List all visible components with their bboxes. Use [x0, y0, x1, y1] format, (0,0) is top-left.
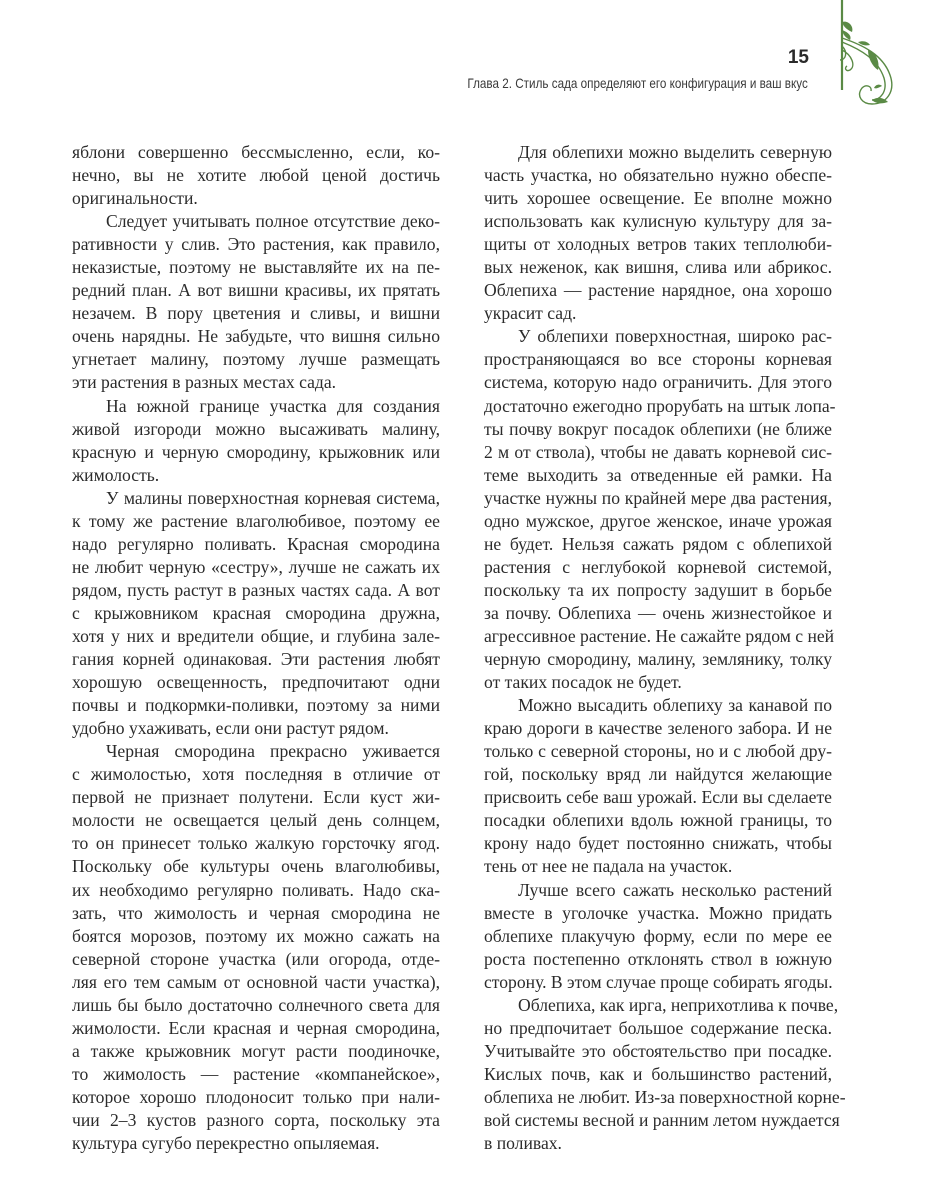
text-line: Учитывайте это обстоятельство при посадке.: [484, 1040, 832, 1061]
right-text-column: [484, 141, 846, 1155]
vine-ornament-icon: [828, 0, 908, 112]
text-line: удобно ухаживать, если они растут рядом.: [72, 718, 389, 739]
text-line: от таких посадок не будет.: [484, 672, 682, 693]
page-number: 15: [787, 47, 809, 68]
text-line: ративности у слив. Это растения, как правило,: [72, 234, 440, 255]
text-line: но предпочитает большое содержание песка.: [484, 1017, 832, 1038]
text-line: ты почву вокруг посадок облепихи (не ближе: [484, 418, 832, 439]
text-line: гой, поскольку вряд ли найдутся желающие: [484, 764, 832, 785]
text-line: то жимолость — растение «компанейское»,: [72, 1063, 440, 1084]
text-line: присвоить себе ваш урожай. Если вы сделаете: [484, 787, 832, 808]
text-line: черную смородину, малину, землянику, толку: [484, 649, 832, 670]
text-line: У облепихи поверхностная, широко рас-: [518, 326, 832, 347]
text-line: 2 м от ствола), чтобы не давать корневой сис-: [484, 441, 832, 462]
text-line: Черная смородина прекрасно уживается: [106, 741, 440, 762]
text-line: крону надо будет постоянно снижать, чтобы: [484, 833, 832, 854]
text-line: украсит сад.: [484, 303, 577, 324]
text-line: поскольку та их попросту задушит в борьбе: [484, 579, 832, 600]
text-line: использовать как кулисную культуру для за-: [484, 211, 832, 232]
text-line: эти растения в разных местах сада.: [72, 372, 337, 393]
text-line: хотя у них и вредители общие, и глубина зале-: [72, 625, 440, 646]
left-text-column: [72, 141, 440, 1155]
text-line: то он принесет только жалкую горсточку ягод.: [72, 833, 440, 854]
text-line: нечно, вы не хотите любой ценой достичь: [72, 165, 440, 186]
running-head: Глава 2. Стиль сада определяют его конфигурация и ваш вкус: [467, 76, 808, 91]
text-line: теме выходить за отведенные ей рамки. На: [484, 464, 832, 485]
text-line: первой не признает полутени. Если куст жи-: [72, 787, 440, 808]
text-line: яблони совершенно бессмысленно, если, ко-: [72, 142, 440, 162]
text-line: сторону. В этом случае проще собирать ягоды.: [484, 971, 833, 992]
text-line: Поскольку обе культуры очень влаголюбивы,: [72, 856, 440, 877]
text-line: живой изгороди можно высаживать малину,: [72, 418, 440, 439]
text-line: Облепиха — растение нарядное, она хорошо: [484, 280, 832, 301]
text-line: надо регулярно поливать. Красная смородина: [72, 533, 440, 554]
text-line: вместе в уголочке участка. Можно придать: [484, 902, 832, 923]
text-line: вой системы весной и ранним летом нуждается: [484, 1109, 840, 1130]
text-line: На южной границе участка для создания: [106, 395, 440, 416]
text-line: часть участка, но обязательно нужно обеспе-: [484, 165, 832, 186]
text-line: Можно высадить облепиху за канавой по: [518, 695, 832, 716]
text-line: которое хорошо плодоносит только при нали-: [72, 1086, 440, 1107]
text-line: одно мужское, другое женское, иначе урожая: [484, 510, 832, 531]
text-line: облепихе плакучую форму, если по мере ее: [484, 925, 832, 946]
text-line: тень от нее не падала на участок.: [484, 856, 733, 877]
text-line: неказистые, поэтому не выставляйте их на пе-: [72, 257, 440, 278]
text-line: с крыжовником красная смородина дружна,: [72, 602, 440, 623]
text-line: пространяющаяся во все стороны корневая: [484, 349, 832, 370]
text-line: редний план. А вот вишни красивы, их прятать: [72, 280, 440, 301]
text-line: Лучше всего сажать несколько растений: [518, 879, 832, 900]
text-line: Для облепихи можно выделить северную: [518, 142, 832, 162]
text-line: почвы и подкормки-поливки, поэтому за ними: [72, 695, 440, 716]
text-line: облепиха не любит. Из-за поверхностной корне-: [484, 1086, 846, 1107]
text-line: не любит черную «сестру», лучше не сажать их: [72, 556, 440, 577]
text-line: их необходимо регулярно поливать. Надо ска-: [72, 879, 440, 900]
text-line: гания корней одинаковая. Эти растения любят: [72, 649, 440, 670]
text-line: лишь бы было достаточно солнечного света для: [72, 994, 440, 1015]
text-line: краю дороги в качестве зеленого забора. И не: [484, 718, 832, 739]
text-line: система, которую надо ограничить. Для этого: [484, 372, 832, 393]
text-line: Следует учитывать полное отсутствие деко-: [106, 211, 440, 232]
text-line: культура сугубо перекрестно опыляемая.: [72, 1133, 380, 1154]
text-line: агрессивное растение. Не сажайте рядом с ней: [484, 625, 835, 646]
text-line: за почву. Облепиха — очень жизнестойкое и: [484, 602, 832, 623]
text-line: незачем. В пору цветения и сливы, и вишни: [72, 303, 440, 324]
text-line: в поливах.: [484, 1133, 562, 1154]
text-line: ляя его тем самым от основной части участка),: [72, 971, 440, 992]
text-line: оригинальности.: [72, 188, 198, 209]
text-line: вых неженок, как вишня, слива или абрикос.: [484, 257, 832, 278]
text-line: с жимолостью, хотя последняя в отличие от: [72, 764, 440, 785]
text-line: боятся морозов, поэтому их можно сажать на: [72, 925, 440, 946]
text-line: хорошую освещенность, предпочитают одни: [72, 672, 440, 693]
text-line: У малины поверхностная корневая система,: [106, 487, 440, 508]
text-line: зать, что жимолость и черная смородина не: [72, 902, 440, 923]
text-line: только с северной стороны, но и с любой дру-: [484, 741, 832, 762]
text-line: молости не освещается целый день солнцем,: [72, 810, 440, 831]
text-line: а также крыжовник могут расти поодиночке,: [72, 1040, 440, 1061]
text-line: жимолости. Если красная и черная смородина,: [72, 1017, 440, 1038]
text-line: растения с неглубокой корневой системой,: [484, 556, 832, 577]
text-line: жимолость.: [72, 464, 160, 485]
text-line: угнетает малину, поэтому лучше размещать: [72, 349, 440, 370]
text-line: чии 2–3 кустов разного сорта, поскольку эта: [72, 1109, 440, 1130]
text-line: Кислых почв, как и большинство растений,: [484, 1063, 832, 1084]
text-line: северной стороне участка (или огорода, отде-: [72, 948, 440, 969]
text-line: очень нарядны. Не забудьте, что вишня сильно: [72, 326, 440, 347]
text-line: роста постепенно отклонять ствол в южную: [484, 948, 832, 969]
text-line: к тому же растение влаголюбивое, поэтому ее: [72, 510, 440, 531]
text-line: участке нужны по крайней мере два растения,: [484, 487, 832, 508]
text-line: рядом, пусть растут в разных частях сада. А вот: [72, 579, 440, 600]
text-line: чить хорошее освещение. Ее вполне можно: [484, 188, 832, 209]
text-line: щиты от холодных ветров таких теплолюби-: [484, 234, 832, 255]
text-line: посадки облепихи вдоль южной границы, то: [484, 810, 832, 831]
text-line: Облепиха, как ирга, неприхотлива к почве,: [518, 994, 839, 1015]
text-line: красную и черную смородину, крыжовник или: [72, 441, 440, 462]
text-line: достаточно ежегодно прорубать на штык лопа-: [484, 395, 836, 416]
text-line: не будет. Нельзя сажать рядом с облепихой: [484, 533, 832, 554]
